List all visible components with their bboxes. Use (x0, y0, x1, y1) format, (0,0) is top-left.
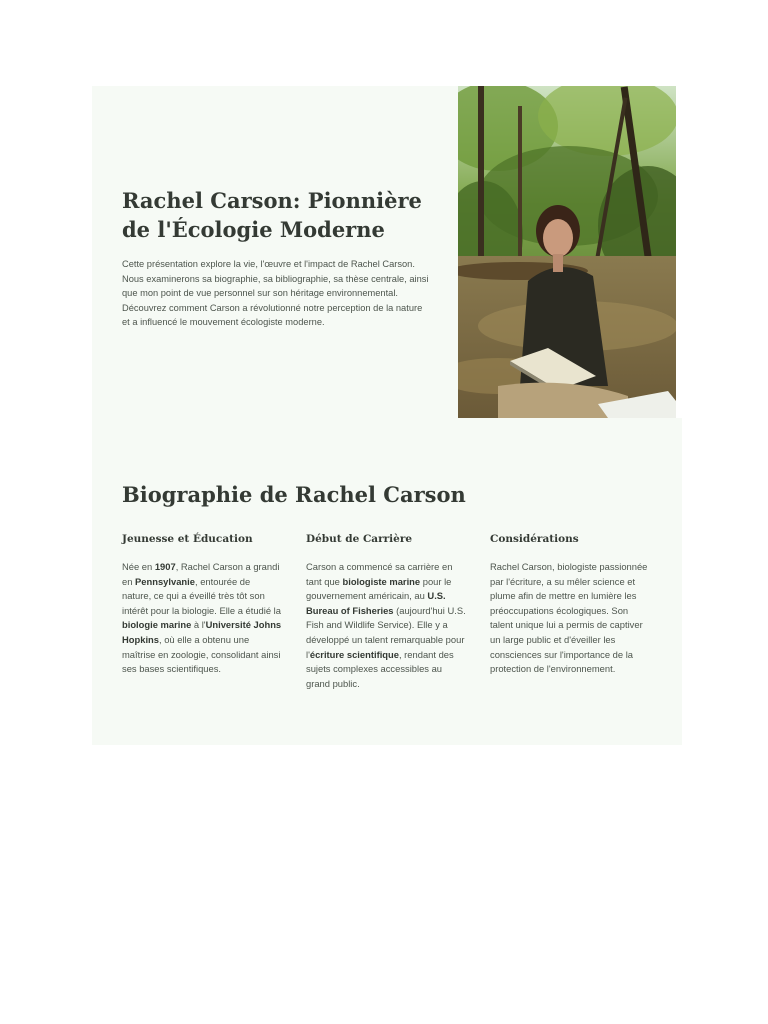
rachel-carson-photo (458, 86, 676, 418)
column-heading: Début de Carrière (306, 533, 413, 545)
column-text: Carson a commencé sa carrière en tant que biologiste marine pour le gouvernement américain, au U.S. Bureau of Fisheries (aujourd'hui U.S. Fish and Wildlife Service). Elle y a développé un talent remarquable pour l'écriture scientifique, rendant des sujets complexes accessibles au grand public. (306, 561, 466, 689)
biography-heading: Biographie de Rachel Carson (122, 482, 466, 507)
column-heading: Considérations (490, 533, 579, 545)
column-text: Rachel Carson, biologiste passionnée par l'écriture, a su mêler science et plume afin de mettre en lumière les préoccupations écologiques. Son talent unique lui a permis de captiver un large public et d'éveiller les consciences sur l'importance de la protection de l'environnement. (490, 561, 648, 675)
column-considerations (490, 531, 650, 677)
column-youth-education (122, 531, 282, 677)
column-text: Née en 1907, Rachel Carson a grandi en Pennsylvanie, entourée de nature, ce qui a éveillé très tôt son intérêt pour la biologie. Elle a étudié la biologie marine à l'Université Johns Hopkins, où elle a obtenu une maîtrise en zoologie, consolidant ainsi ses bases scientifiques. (122, 561, 282, 675)
intro-paragraph: Cette présentation explore la vie, l'œuvre et l'impact de Rachel Carson. Nous examinerons sa biographie, sa bibliographie, sa thèse centrale, ainsi que mon point de vue personnel sur son héritage environnemental. Découvrez comment Carson a révolutionné notre perception de la nature et a influencé le mouvement écologiste moderne. (122, 259, 429, 328)
column-early-career (306, 531, 466, 691)
column-heading: Jeunesse et Éducation (122, 533, 253, 545)
page-title: Rachel Carson: Pionnière de l'Écologie Moderne (122, 188, 422, 242)
